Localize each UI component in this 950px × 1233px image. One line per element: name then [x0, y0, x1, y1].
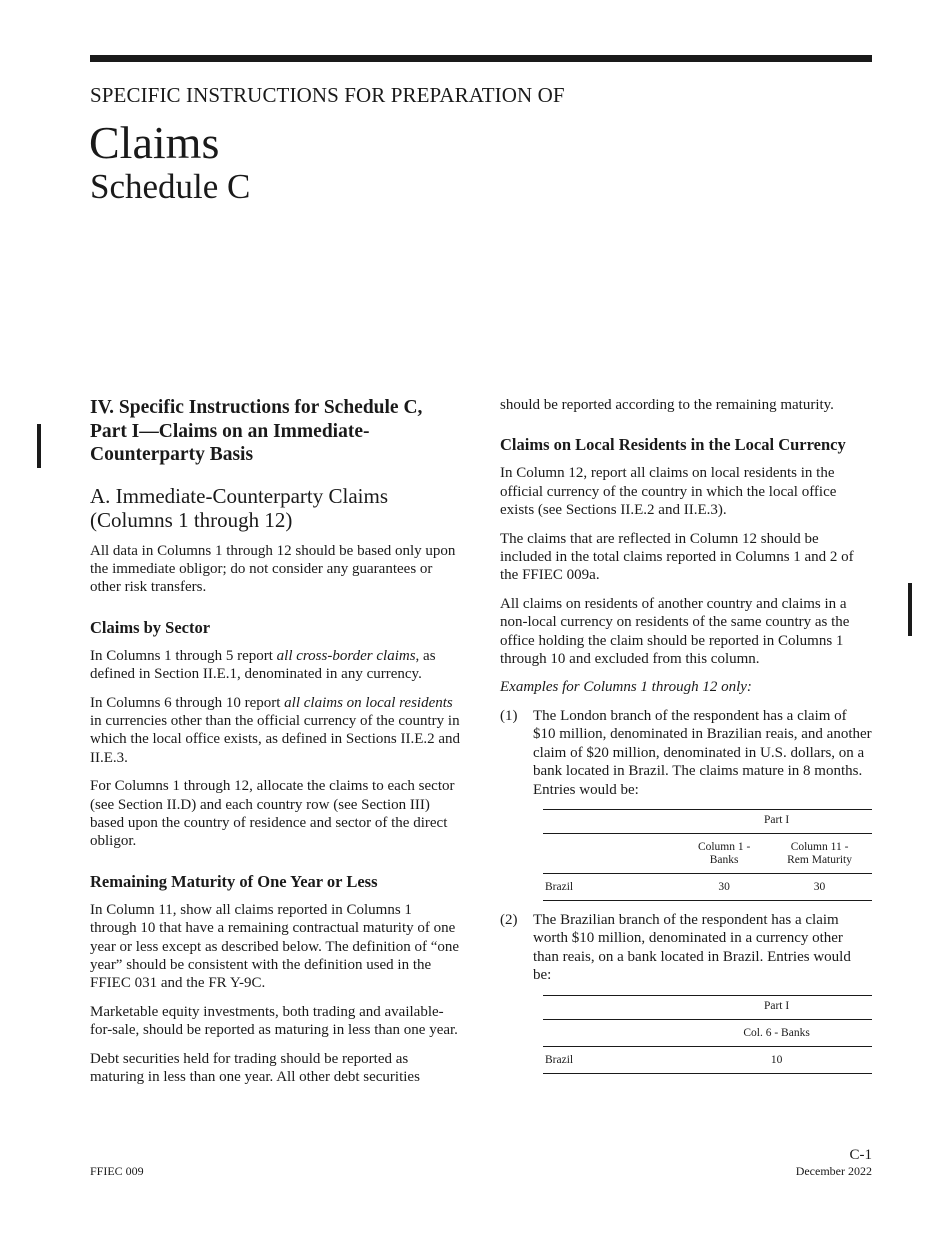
heading-remaining-maturity: Remaining Maturity of One Year or Less [90, 871, 378, 891]
sector-paragraph-1: In Columns 1 through 5 report all cross-border claims, as defined in Section II.E.1, denominated in any currency. [90, 647, 436, 683]
left-column [90, 396, 462, 1096]
local-paragraph-3: All claims on residents of another country and claims in a non-local currency on residents of the same country as the office holding the claim should be reported in Columns 1 through 10 and excluded from this column. [500, 595, 850, 668]
part-label: Part I [681, 809, 872, 833]
right-column [500, 396, 872, 1084]
column-header-banks: Column 1 - Banks [681, 833, 767, 873]
column-header-rem-maturity: Column 11 - Rem Maturity [767, 833, 872, 873]
heading-claims-by-sector: Claims by Sector [90, 617, 211, 637]
page-number: C-1 [849, 1147, 872, 1163]
intro-paragraph: All data in Columns 1 through 12 should be based only upon the immediate obligor; do not consider any guarantees or other risk transfers. [90, 542, 456, 596]
sector-paragraph-3: For Columns 1 through 12, allocate the claims to each sector (see Section II.D) and each country row (see Section III) based upon the country of residence and sector of the direct obligor. [90, 778, 455, 850]
example-2 [500, 911, 872, 985]
cell-value: 10 [681, 1046, 872, 1073]
footer-right [796, 1147, 872, 1178]
example-1-number: (1) [500, 707, 518, 724]
part-label: Part I [681, 995, 872, 1019]
maturity-paragraph-1: In Column 11, show all claims reported in Columns 1 through 10 that have a remaining contractual maturity of one year or less except as described below. The definition of “one year” should be consistent with the definition used in the FFIEC 031 and the FR Y-9C. [90, 901, 460, 992]
change-bar-right [908, 583, 912, 636]
footer-form-id: FFIEC 009 [90, 1164, 144, 1178]
section-heading: IV. Specific Instructions for Schedule C, Part I—Claims on an Immediate-Counterparty Basis [90, 397, 423, 465]
examples-intro: Examples for Columns 1 through 12 only: [500, 679, 752, 696]
continued-paragraph: should be reported according to the remaining maturity. [500, 397, 834, 413]
local-paragraph-2: The claims that are reflected in Column 12 should be included in the total claims reported in Columns 1 and 2 of the FFIEC 009a. [500, 530, 854, 584]
maturity-paragraph-2: Marketable equity investments, both trading and available-for-sale, should be reported as maturing in less than one year. [90, 1003, 458, 1039]
subsection-heading: A. Immediate-Counterparty Claims (Columns 1 through 12) [90, 483, 389, 532]
table-row [543, 833, 872, 873]
sector-paragraph-2: In Columns 6 through 10 report all claims on local residents in currencies other than the official currency of the country in which the local office exists, as defined in Sections II.E.2 and II.E.3. [90, 694, 461, 766]
page-subtitle: Schedule C [90, 167, 251, 206]
example-1 [500, 707, 872, 799]
table-row [543, 873, 872, 900]
top-rule [90, 55, 872, 62]
example-1-table [543, 809, 872, 901]
table-row [543, 995, 872, 1019]
example-1-text: The London branch of the respondent has a claim of $10 million, denominated in Brazilian reais, and another claim of $20 million, denominated in U.S. dollars, on a bank located in Brazil. The claims mature in 8 months. Entries would be: [533, 707, 872, 798]
maturity-paragraph-3: Debt securities held for trading should be reported as maturing in less than one year. All other debt securities [90, 1050, 420, 1086]
example-2-table [543, 995, 872, 1074]
cell-value: 30 [767, 873, 872, 900]
table-row [543, 1046, 872, 1073]
page-title: Claims [89, 117, 220, 168]
row-label: Brazil [543, 1046, 681, 1073]
column-header-banks: Col. 6 - Banks [681, 1019, 872, 1046]
table-row [543, 809, 872, 833]
local-paragraph-1: In Column 12, report all claims on local residents in the official currency of the country in which the local office exists (see Sections II.E.2 and II.E.3). [500, 465, 837, 519]
heading-local-residents: Claims on Local Residents in the Local Currency [500, 435, 846, 455]
footer-date: December 2022 [795, 1164, 872, 1178]
table-row [543, 1019, 872, 1046]
change-bar-left [37, 424, 41, 468]
example-2-text: The Brazilian branch of the respondent has a claim worth $10 million, denominated in a currency other than reais, on a bank located in Brazil. Entries would be: [533, 911, 851, 984]
row-label: Brazil [543, 873, 681, 900]
example-2-number: (2) [500, 911, 518, 928]
cell-value: 30 [681, 873, 767, 900]
header-kicker: SPECIFIC INSTRUCTIONS FOR PREPARATION OF [90, 83, 565, 107]
